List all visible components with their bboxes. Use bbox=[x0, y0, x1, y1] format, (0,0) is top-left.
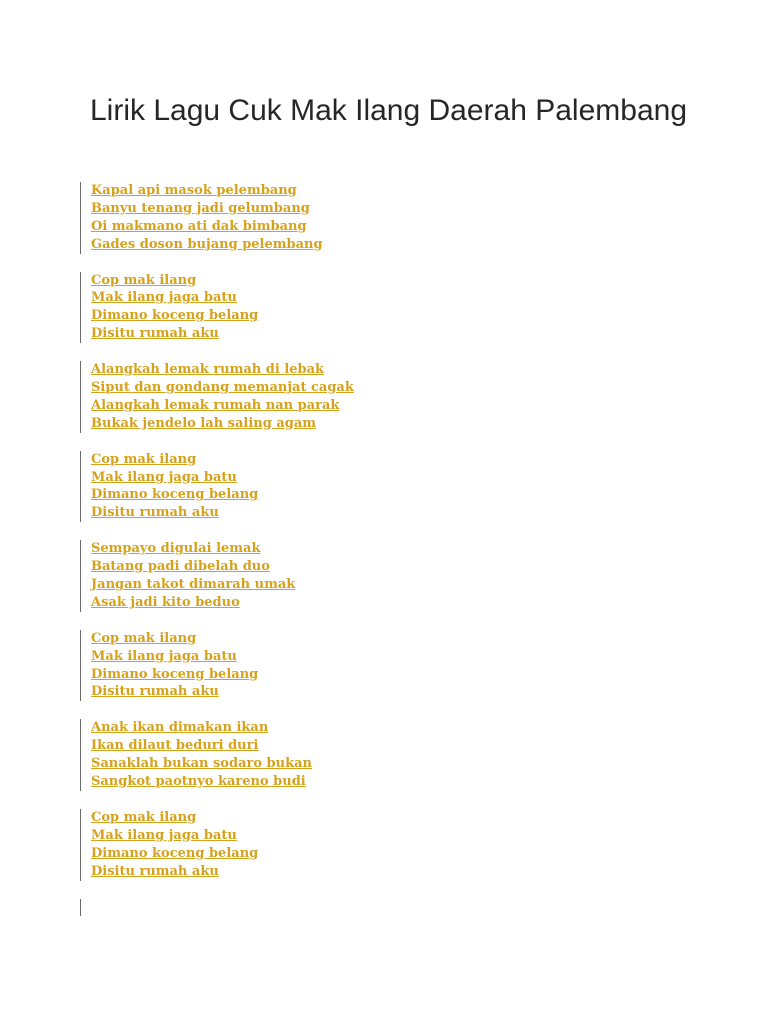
lyric-link[interactable]: Cop mak ilang bbox=[91, 272, 197, 288]
lyric-link[interactable]: Sangkot paotnyo kareno budi bbox=[91, 774, 306, 790]
lyric-link[interactable]: Jangan takot dimarah umak bbox=[91, 577, 296, 593]
lyric-link[interactable]: Mak ilang jaga batu bbox=[91, 648, 237, 664]
stanza bbox=[80, 451, 680, 523]
lyric-link[interactable]: Disitu rumah aku bbox=[91, 505, 219, 521]
stanza bbox=[80, 719, 680, 791]
empty-quote-rule bbox=[80, 899, 81, 916]
lyric-link[interactable]: Siput dan gondang memanjat cagak bbox=[91, 380, 354, 396]
lyric-link[interactable]: Mak ilang jaga batu bbox=[91, 290, 237, 306]
lyric-link[interactable]: Cop mak ilang bbox=[91, 809, 197, 825]
lyric-link[interactable]: Gades doson bujang pelembang bbox=[91, 236, 323, 252]
lyric-link[interactable]: Asak jadi kito beduo bbox=[91, 594, 240, 610]
lyrics-container bbox=[80, 182, 680, 899]
lyric-link[interactable]: Mak ilang jaga batu bbox=[91, 469, 237, 485]
lyric-link[interactable]: Sanaklah bukan sodaro bukan bbox=[91, 756, 312, 772]
stanza bbox=[80, 182, 680, 254]
stanza bbox=[80, 809, 680, 881]
lyric-link[interactable]: Anak ikan dimakan ikan bbox=[91, 720, 269, 736]
lyric-link[interactable]: Ikan dilaut beduri duri bbox=[91, 738, 259, 754]
lyric-link[interactable]: Disitu rumah aku bbox=[91, 684, 219, 700]
lyric-link[interactable]: Sempayo digulai lemak bbox=[91, 541, 261, 557]
lyric-link[interactable]: Alangkah lemak rumah di lebak bbox=[91, 362, 325, 378]
stanza bbox=[80, 361, 680, 433]
page-title: Lirik Lagu Cuk Mak Ilang Daerah Palembang bbox=[90, 94, 687, 127]
lyric-link[interactable]: Disitu rumah aku bbox=[91, 863, 219, 879]
lyric-link[interactable]: Alangkah lemak rumah nan parak bbox=[91, 397, 340, 413]
lyric-link[interactable]: Dimano koceng belang bbox=[91, 845, 259, 861]
lyric-link[interactable]: Batang padi dibelah duo bbox=[91, 559, 270, 575]
stanza bbox=[80, 630, 680, 702]
lyric-link[interactable]: Disitu rumah aku bbox=[91, 326, 219, 342]
lyric-link[interactable]: Dimano koceng belang bbox=[91, 487, 259, 503]
lyric-link[interactable]: Oi makmano ati dak bimbang bbox=[91, 218, 307, 234]
lyric-link[interactable]: Bukak jendelo lah saling agam bbox=[91, 415, 317, 431]
lyric-link[interactable]: Mak ilang jaga batu bbox=[91, 827, 237, 843]
lyric-link[interactable]: Dimano koceng belang bbox=[91, 666, 259, 682]
stanza bbox=[80, 540, 680, 612]
lyric-link[interactable]: Cop mak ilang bbox=[91, 630, 197, 646]
lyric-link[interactable]: Cop mak ilang bbox=[91, 451, 197, 467]
lyric-link[interactable]: Dimano koceng belang bbox=[91, 308, 259, 324]
lyric-link[interactable]: Kapal api masok pelembang bbox=[91, 183, 297, 198]
stanza bbox=[80, 272, 680, 344]
lyric-link[interactable]: Banyu tenang jadi gelumbang bbox=[91, 200, 310, 216]
